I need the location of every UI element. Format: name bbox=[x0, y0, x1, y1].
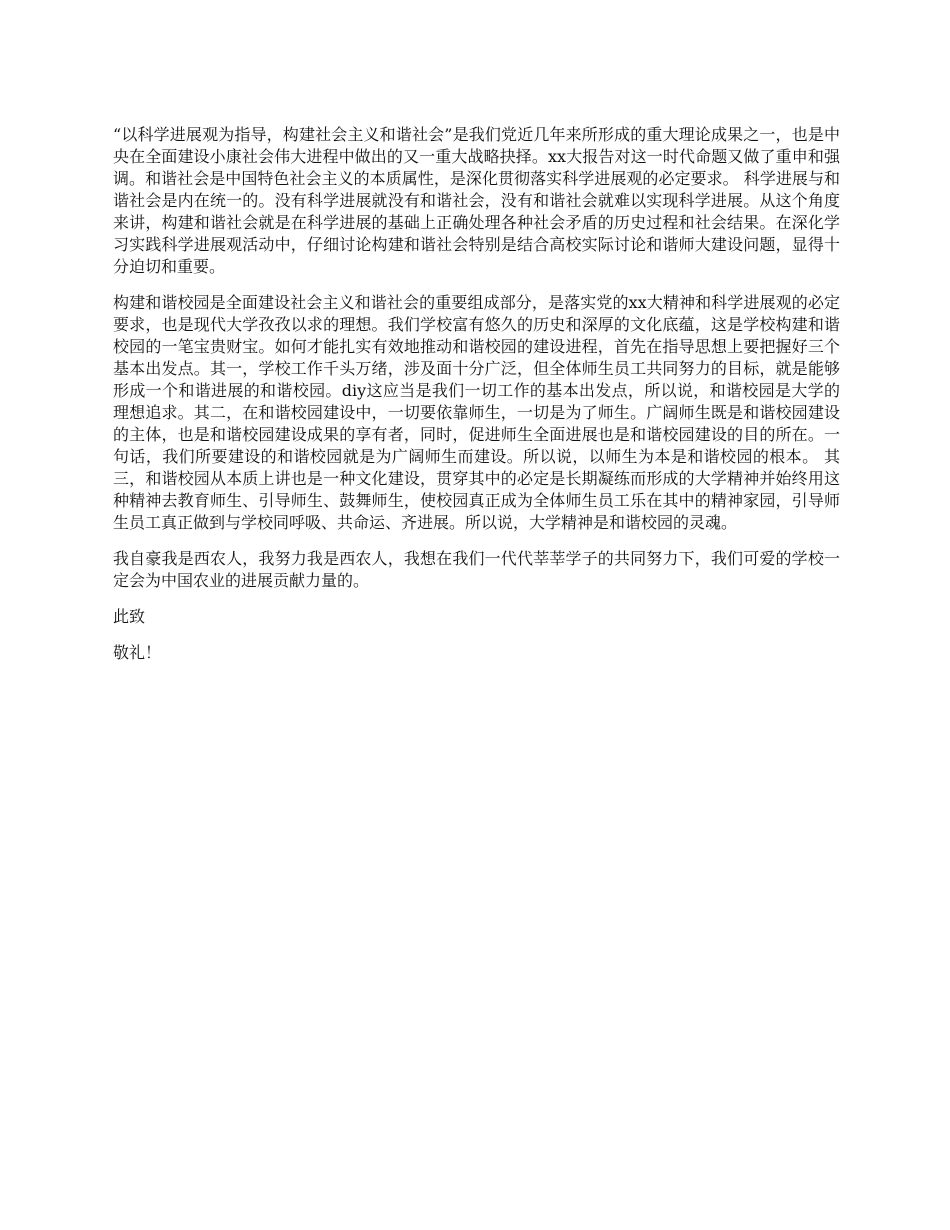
closing-regards: 敬礼！ bbox=[113, 643, 162, 662]
closing-salutation: 此致 bbox=[113, 607, 146, 626]
paragraph-harmonious-campus: 构建和谐校园是全面建设社会主义和谐社会的重要组成部分，是落实党的xx大精神和科学进展观的必定要求，也是现代大学孜孜以求的理想。我们学校富有悠久的历史和深厚的文化底蕴，这是学校构建和谐校园的一笔宝贵财宝。如何才能扎实有效地推动和谐校园的建设进程，首先在指导思想上要把握好三个基本出发点。其一，学校工作千头万绪，涉及面十分广泛，但全体师生员工共同努力的目标，就是能够形成一个和谐进展的和谐校园。diy这应当是我们一切工作的基本出发点，所以说，和谐校园是大学的理想追求。其二，在和谐校园建设中，一切要依靠师生，一切是为了师生。广阔师生既是和谐校园建设的主体，也是和谐校园建设成果的享有者，同时，促进师生全面进展也是和谐校园建设的目的所在。一句话，我们所要建设的和谐校园就是为广阔师生而建设。所以说，以师生为本是和谐校园的根本。 其三，和谐校园从本质上讲也是一种文化建设，贯穿其中的必定是长期凝练而形成的大学精神并始终用这种精神去教育师生、引导师生、鼓舞师生，使校园真正成为全体师生员工乐在其中的精神家园，引导师生员工真正做到与学校同呼吸、共命运、齐进展。所以说，大学精神是和谐校园的灵魂。 bbox=[113, 293, 840, 532]
document-body bbox=[113, 124, 840, 678]
paragraph-intro: “以科学进展观为指导，构建社会主义和谐社会”是我们党近几年来所形成的重大理论成果之一，也是中央在全面建设小康社会伟大进程中做出的又一重大战略抉择。xx大报告对这一时代命题又做了重申和强调。和谐社会是中国特色社会主义的本质属性，是深化贯彻落实科学进展观的必定要求。 科学进展与和谐社会是内在统一的。没有科学进展就没有和谐社会，没有和谐社会就难以实现科学进展。从这个角度来讲，构建和谐社会就是在科学进展的基础上正确处理各种社会矛盾的历史过程和社会结果。在深化学习实践科学进展观活动中，仔细讨论构建和谐社会特别是结合高校实际讨论和谐师大建设问题，显得十分迫切和重要。 bbox=[113, 125, 840, 276]
paragraph-conclusion: 我自豪我是西农人，我努力我是西农人，我想在我们一代代莘莘学子的共同努力下，我们可爱的学校一定会为中国农业的进展贡献力量的。 bbox=[113, 549, 840, 590]
